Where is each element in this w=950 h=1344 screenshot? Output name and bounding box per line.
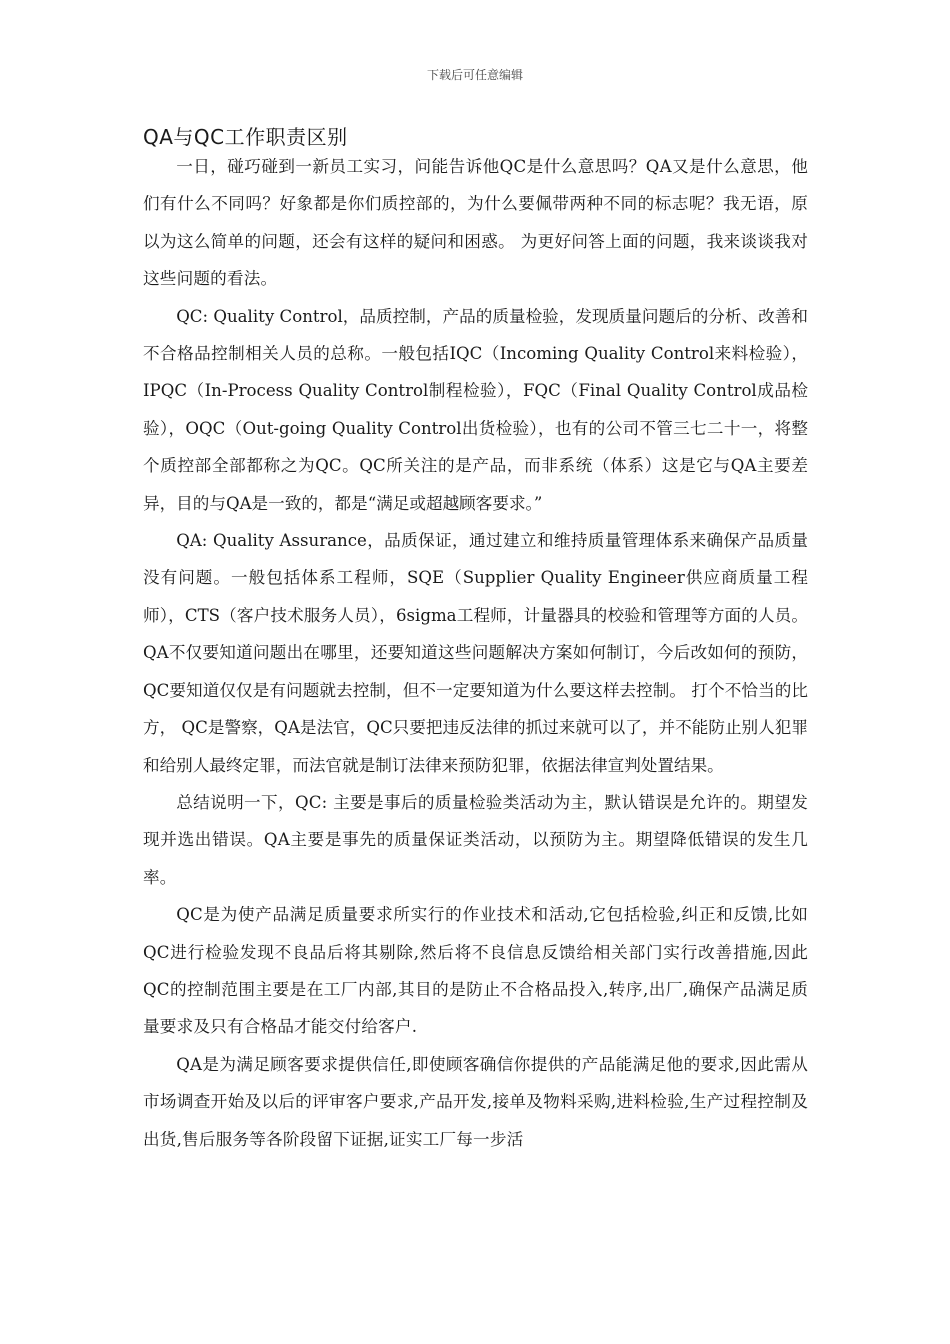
paragraph-qc-definition: QC: Quality Control，品质控制，产品的质量检验，发现质量问题后的分析、改善和不合格品控制相关人员的总称。一般包括IQC（Incoming Quality Control来料检验），IPQC（In-Process Quality Control制程检验），FQC（Final Quality Control成品检验），OQC（Out-going Quality Control出货检验），也有的公司不管三七二十一，将整个质控部全部都称之为QC。QC所关注的是产品，而非系统（体系）这是它与QA主要差异，目的与QA是一致的，都是“满足或超越顾客要求。”	[143, 306, 808, 513]
paragraph-qa-detail: QA是为满足顾客要求提供信任,即使顾客确信你提供的产品能满足他的要求,因此需从市场调查开始及以后的评审客户要求,产品开发,接单及物料采购,进料检验,生产过程控制及出货,售后服务等各阶段留下证据,证实工厂每一步活	[143, 1054, 808, 1149]
document-title: QA与QC工作职责区别	[143, 125, 348, 149]
paragraph-summary: 总结说明一下，QC: 主要是事后的质量检验类活动为主，默认错误是允许的。期望发现并选出错误。QA主要是事先的质量保证类活动，以预防为主。期望降低错误的发生几率。	[143, 792, 808, 887]
document-body	[143, 148, 808, 1158]
paragraph-qc-detail: QC是为使产品满足质量要求所实行的作业技术和活动,它包括检验,纠正和反馈,比如QC进行检验发现不良品后将其剔除,然后将不良信息反馈给相关部门实行改善措施,因此QC的控制范围主要是在工厂内部,其目的是防止不合格品投入,转序,出厂,确保产品满足质量要求及只有合格品才能交付给客户.	[143, 905, 808, 1037]
paragraph-qa-definition: QA: Quality Assurance，品质保证，通过建立和维持质量管理体系来确保产品质量没有问题。一般包括体系工程师，SQE（Supplier Quality Engineer供应商质量工程师），CTS（客户技术服务人员），6sigma工程师，计量器具的校验和管理等方面的人员。QA不仅要知道问题出在哪里，还要知道这些问题解决方案如何制订，今后改如何的预防，QC要知道仅仅是有问题就去控制，但不一定要知道为什么要这样去控制。 打个不恰当的比方， QC是警察，QA是法官，QC只要把违反法律的抓过来就可以了，并不能防止别人犯罪和给别人最终定罪，而法官就是制订法律来预防犯罪，依据法律宣判处置结果。	[143, 531, 808, 775]
page-header-note: 下载后可任意编辑	[426, 68, 523, 82]
paragraph-intro: 一日，碰巧碰到一新员工实习，问能告诉他QC是什么意思吗？QA又是什么意思，他们有什么不同吗？好象都是你们质控部的，为什么要佩带两种不同的标志呢？我无语，原以为这么简单的问题，还会有这样的疑问和困惑。 为更好问答上面的问题，我来谈谈我对这些问题的看法。	[143, 157, 808, 289]
